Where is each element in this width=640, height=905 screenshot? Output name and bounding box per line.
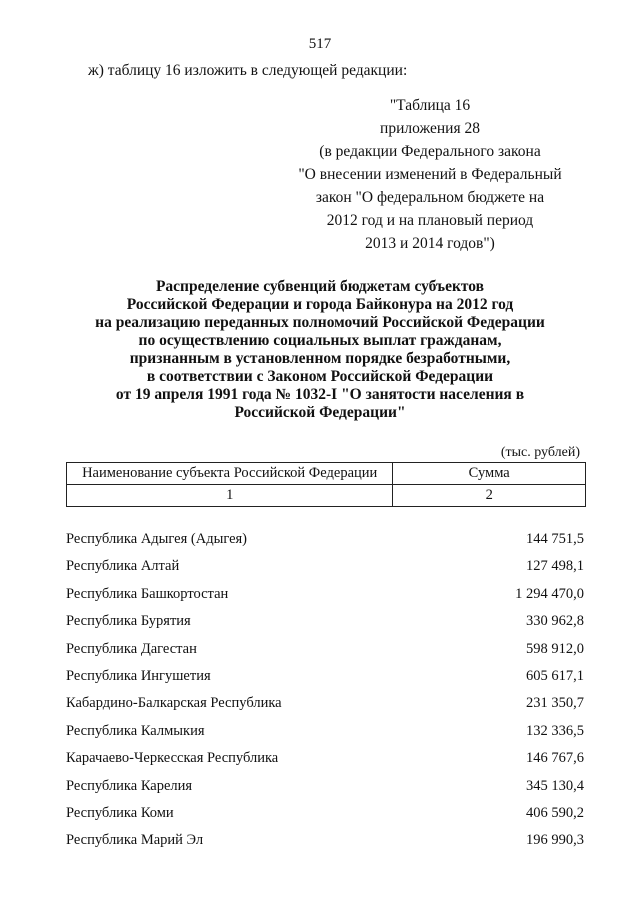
table-row xyxy=(66,690,586,717)
units-label: (тыс. рублей) xyxy=(500,445,580,460)
subject-name: Республика Адыгея (Адыгея) xyxy=(66,531,248,547)
table-row xyxy=(66,581,586,608)
column-number-2: 2 xyxy=(393,485,586,507)
table-row xyxy=(66,636,586,663)
subject-name: Республика Алтай xyxy=(66,558,180,575)
subject-name: Республика Дагестан xyxy=(66,640,197,657)
table-row xyxy=(66,773,586,800)
appendix-line: "Таблица 16 xyxy=(389,97,471,114)
appendix-line: (в редакции Федерального закона xyxy=(319,143,541,160)
subject-name: Республика Карелия xyxy=(66,777,193,794)
title-line: Распределение субвенций бюджетам субъектов xyxy=(155,278,485,295)
title-line: по осуществлению социальных выплат гражданам, xyxy=(138,332,502,349)
subject-name: Республика Калмыкия xyxy=(66,722,205,739)
header-amount: Сумма xyxy=(393,463,586,485)
subject-amount: 605 617,1 xyxy=(526,667,584,684)
appendix-line: 2012 год и на плановый период xyxy=(326,212,534,229)
subject-amount: 345 130,4 xyxy=(526,777,584,794)
table-body xyxy=(66,526,586,855)
subject-name: Республика Марий Эл xyxy=(66,832,204,849)
subject-name: Республика Башкортостан xyxy=(66,585,229,602)
subject-amount: 1 294 470,0 xyxy=(515,585,584,602)
table-row xyxy=(66,827,586,854)
document-title xyxy=(40,278,600,422)
column-number-row xyxy=(67,485,586,507)
subject-name: Кабардино-Балкарская Республика xyxy=(66,695,282,712)
table-row xyxy=(66,718,586,745)
subject-amount: 146 767,6 xyxy=(526,750,584,767)
header-subject: Наименование субъекта Российской Федерации xyxy=(67,463,393,485)
title-line: Российской Федерации" xyxy=(234,404,406,421)
subject-amount: 598 912,0 xyxy=(526,640,584,657)
title-line: на реализацию переданных полномочий Российской Федерации xyxy=(95,314,545,331)
subject-amount: 330 962,8 xyxy=(526,613,584,630)
table-header xyxy=(66,462,586,507)
table-row xyxy=(66,608,586,635)
appendix-line: "О внесении изменений в Федеральный xyxy=(298,166,562,183)
subject-amount: 196 990,3 xyxy=(526,832,584,849)
page-number: 517 xyxy=(308,36,332,52)
subject-name: Республика Коми xyxy=(66,804,174,821)
table-row xyxy=(66,745,586,772)
appendix-line: 2013 и 2014 годов") xyxy=(365,235,495,252)
title-line: от 19 апреля 1991 года № 1032-I "О занятости населения в xyxy=(115,386,525,403)
appendix-reference xyxy=(290,94,570,255)
subject-amount: 406 590,2 xyxy=(526,804,584,821)
intro-line: ж) таблицу 16 изложить в следующей редакции: xyxy=(88,62,408,79)
appendix-line: приложения 28 xyxy=(380,120,480,137)
subject-amount: 144 751,5 xyxy=(526,531,584,547)
appendix-line: закон "О федеральном бюджете на xyxy=(315,189,545,206)
title-line: в соответствии с Законом Российской Федерации xyxy=(146,368,494,385)
subject-name: Республика Бурятия xyxy=(66,613,191,630)
subject-name: Республика Ингушетия xyxy=(66,667,211,684)
table-row xyxy=(66,663,586,690)
column-number-1: 1 xyxy=(67,485,393,507)
table-row xyxy=(66,553,586,580)
title-line: Российской Федерации и города Байконура на 2012 год xyxy=(126,296,514,313)
subject-name: Карачаево-Черкесская Республика xyxy=(66,750,279,767)
subject-amount: 132 336,5 xyxy=(526,722,584,739)
table-row xyxy=(66,526,586,553)
subject-amount: 231 350,7 xyxy=(526,695,584,712)
table-row xyxy=(66,800,586,827)
title-line: признанным в установленном порядке безработными, xyxy=(129,350,511,367)
subject-amount: 127 498,1 xyxy=(526,558,584,575)
header-row xyxy=(67,463,586,485)
